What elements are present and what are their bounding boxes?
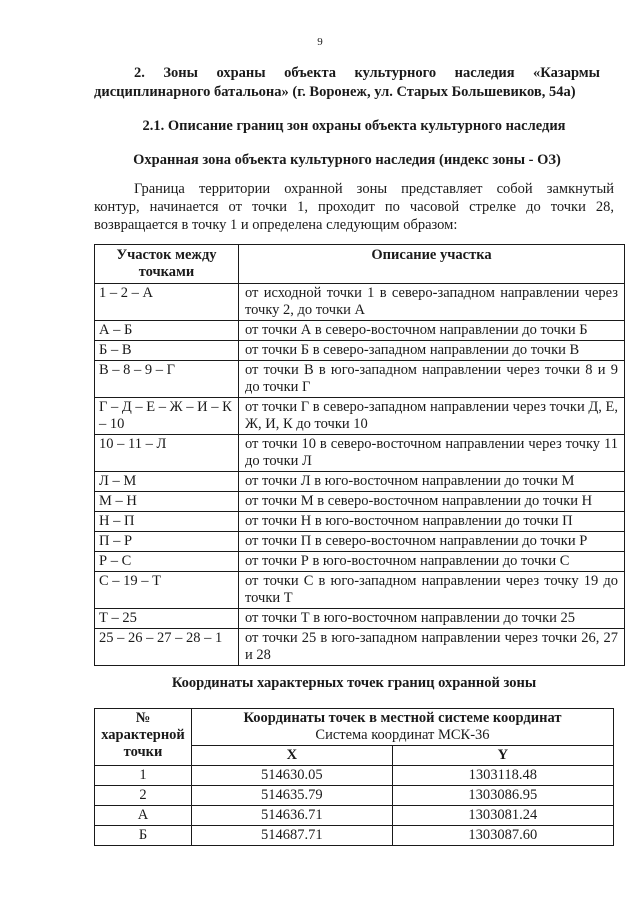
coords-header-title: Координаты точек в местной системе координат xyxy=(243,710,562,726)
segment-row xyxy=(95,341,625,361)
page-number: 9 xyxy=(317,36,323,48)
intro-line3: возвращается в точку 1 и определена следующим образом: xyxy=(94,217,458,233)
segments-header-row xyxy=(95,245,625,284)
segment-description: от точки А в северо-восточном направлении до точки Б xyxy=(239,321,625,341)
segment-points: В – 8 – 9 – Г xyxy=(95,361,239,398)
coords-title: Координаты характерных точек границ охранной зоны xyxy=(171,675,537,691)
coords-header-point: № характерной точки xyxy=(95,709,192,766)
segment-description: от точки М в северо-восточном направлении до точки Н xyxy=(239,492,625,512)
coords-header-subtitle: Система координат МСК-36 xyxy=(315,727,490,743)
segment-row xyxy=(95,532,625,552)
segment-points: Л – М xyxy=(95,472,239,492)
section-heading xyxy=(94,64,600,102)
segment-row xyxy=(95,472,625,492)
segment-description: от точки 25 в юго-западном направлении через точки 26, 27 и 28 xyxy=(239,629,625,666)
segment-row xyxy=(95,609,625,629)
segment-row xyxy=(95,572,625,609)
segment-row xyxy=(95,552,625,572)
coord-row xyxy=(95,766,614,786)
segment-description: от точки В в юго-западном направлении через точки 8 и 9 до точки Г xyxy=(239,361,625,398)
coords-table-body xyxy=(95,766,614,846)
segments-header-description: Описание участка xyxy=(239,245,625,284)
segments-table-body xyxy=(95,284,625,666)
coords-header-row xyxy=(95,709,614,746)
section-heading-line1: 2. Зоны охраны объекта культурного наследия «Казармы xyxy=(134,65,600,81)
segment-row xyxy=(95,492,625,512)
segment-description: от точки 10 в северо-восточном направлении через точку 11 до точки Л xyxy=(239,435,625,472)
segment-row xyxy=(95,629,625,666)
segments-table xyxy=(94,244,625,666)
coords-header-y: Y xyxy=(392,746,613,766)
coord-y: 1303087.60 xyxy=(392,826,613,846)
subsection-heading: 2.1. Описание границ зон охраны объекта культурного наследия xyxy=(142,118,566,134)
coord-y: 1303118.48 xyxy=(392,766,613,786)
segment-description: от точки Р в юго-восточном направлении до точки С xyxy=(239,552,625,572)
segment-points: Т – 25 xyxy=(95,609,239,629)
segment-points: П – Р xyxy=(95,532,239,552)
coord-x: 514635.79 xyxy=(192,786,393,806)
segment-points: А – Б xyxy=(95,321,239,341)
segment-row xyxy=(95,321,625,341)
coord-row xyxy=(95,826,614,846)
section-heading-line2: дисциплинарного батальона» (г. Воронеж, ул. Старых Большевиков, 54а) xyxy=(94,84,576,100)
coord-x: 514636.71 xyxy=(192,806,393,826)
segment-description: от точки С в юго-западном направлении через точку 19 до точки Т xyxy=(239,572,625,609)
segment-description: от точки Б в северо-западном направлении до точки В xyxy=(239,341,625,361)
coord-row xyxy=(95,786,614,806)
coords-table xyxy=(94,708,614,846)
segments-header-segment: Участок между точками xyxy=(95,245,239,284)
intro-line2: контур, начинается от точки 1, проходит по часовой стрелке до точки 28, xyxy=(94,199,614,215)
segment-description: от точки Т в юго-восточном направлении до точки 25 xyxy=(239,609,625,629)
segment-row xyxy=(95,512,625,532)
coord-x: 514687.71 xyxy=(192,826,393,846)
segment-points: 1 – 2 – А xyxy=(95,284,239,321)
coord-point: Б xyxy=(95,826,192,846)
coord-y: 1303081.24 xyxy=(392,806,613,826)
segment-points: 10 – 11 – Л xyxy=(95,435,239,472)
segment-description: от точки П в северо-восточном направлении до точки Р xyxy=(239,532,625,552)
coords-header-system xyxy=(192,709,614,746)
segment-points: 25 – 26 – 27 – 28 – 1 xyxy=(95,629,239,666)
segment-points: М – Н xyxy=(95,492,239,512)
coords-header-x: X xyxy=(192,746,393,766)
coord-point: 1 xyxy=(95,766,192,786)
segment-points: Б – В xyxy=(95,341,239,361)
intro-paragraph xyxy=(94,180,614,234)
segment-points: Г – Д – Е – Ж – И – К – 10 xyxy=(95,398,239,435)
coord-row xyxy=(95,806,614,826)
segment-row xyxy=(95,284,625,321)
segment-description: от исходной точки 1 в северо-западном направлении через точку 2, до точки А xyxy=(239,284,625,321)
segment-row xyxy=(95,361,625,398)
zone-heading: Охранная зона объекта культурного наследия (индекс зоны - ОЗ) xyxy=(133,152,561,168)
segment-description: от точки Н в юго-восточном направлении до точки П xyxy=(239,512,625,532)
coord-point: А xyxy=(95,806,192,826)
coord-x: 514630.05 xyxy=(192,766,393,786)
coord-point: 2 xyxy=(95,786,192,806)
segment-description: от точки Л в юго-восточном направлении до точки М xyxy=(239,472,625,492)
segment-points: С – 19 – Т xyxy=(95,572,239,609)
segment-points: Р – С xyxy=(95,552,239,572)
intro-line1: Граница территории охранной зоны представляет собой замкнутый xyxy=(134,181,614,197)
segment-row xyxy=(95,435,625,472)
segment-points: Н – П xyxy=(95,512,239,532)
segment-row xyxy=(95,398,625,435)
coord-y: 1303086.95 xyxy=(392,786,613,806)
segment-description: от точки Г в северо-западном направлении через точки Д, Е, Ж, И, К до точки 10 xyxy=(239,398,625,435)
